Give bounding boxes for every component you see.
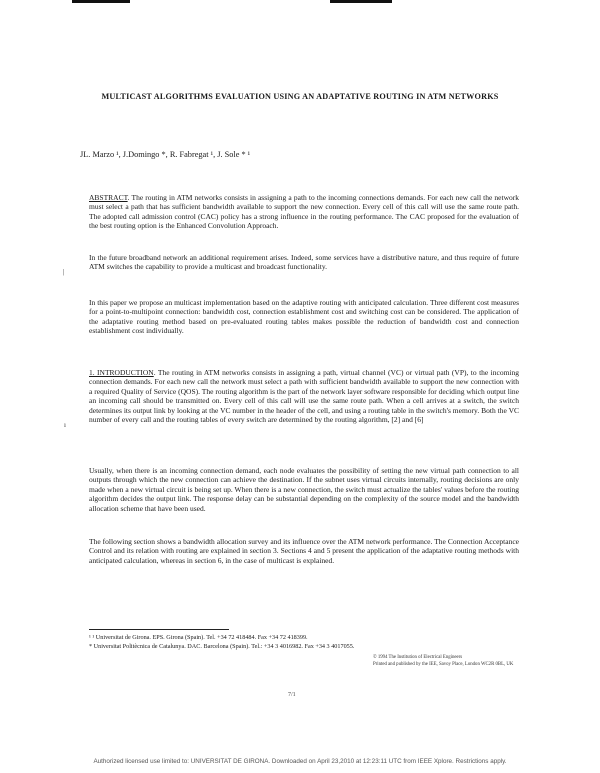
license-footer: Authorized licensed use limited to: UNIVERSITAT DE GIRONA. Downloaded on April 23,2010 at 12:23:11 UTC from IEEE Xplore. Restrictions apply. xyxy=(93,758,507,765)
footnote-rule xyxy=(89,629,229,630)
copyright-line: © 1994 The Institution of Electrical Engineers xyxy=(373,655,463,660)
abstract-text: . The routing in ATM networks consists in assigning a path to the incoming connections demands. For each new call the network must select a path that has sufficient bandwidth available to support the new connection. Every cell of this call will use the same route path. The adopted call admission control (CAC) policy has a strong influence in the routing performance. The CAC proposed for the evaluation of the best routing option is the Enhanced Convolution Approach. xyxy=(89,193,519,231)
introduction-paragraph xyxy=(89,368,519,424)
paragraph-outline: The following section shows a bandwidth allocation survey and its influence over the ATM network performance. The Connection Acceptance Control and its relation with routing are explained in section 3. Sections 4 and 5 present the application of the adaptative routing methods with anticipated calculation, whereas in section 6, in the case of multicast is explained. xyxy=(89,537,519,565)
margin-mark: | xyxy=(63,268,65,276)
abstract-paragraph xyxy=(89,193,519,231)
footnote-upc: * Universitat Politècnica de Catalunya. DAC. Barcelona (Spain). Tel.: +34 3 4016982. Fax +34 3 4017055. xyxy=(89,643,355,650)
paragraph-incoming-demand: Usually, when there is an incoming connection demand, each node evaluates the possibility of setting the new virtual path connection to all outputs through which the new connection can achieve the destination. If the subnet uses virtual circuits internally, routing decisions are only made when a new virtual circuit is being set up. When there is a new connection, the switch must actualize the tables' values before the routing algorithm decides the output link. The response delay can be substantial depending on the complexity of the source model and the bandwidth allocation scheme that have been used. xyxy=(89,466,519,513)
introduction-text: . The routing in ATM networks consists in assigning a path, virtual channel (VC) or virtual path (VP), to the incoming connection demands. For each new call the network must select a path with sufficient bandwidth available to support the new connection with a required Quality of Service (QOS). The routing algorithm is the part of the network layer software responsible for deciding which output line an incoming call should be transmitted on. Every cell of this call will use the same route path. When a cell arrives at a switch, the switch determines its output link by looking at the VC number in the header of the cell, and using a routing table in the switch's memory. Both the VC number of every call and the routing tables of every switch are determined by the routing algorithm, [2] and [6] xyxy=(89,368,519,425)
scan-edge-mark-left xyxy=(72,0,130,3)
scan-edge-mark-right xyxy=(330,0,392,3)
footnote-girona: ¹ ¹ Universitat de Girona. EPS. Girona (Spain). Tel. +34 72 418484. Fax +34 72 418399. xyxy=(89,634,308,641)
margin-mark: ı xyxy=(64,421,66,429)
paragraph-broadband: In the future broadband network an additional requirement arises. Indeed, some services have a distributive nature, and thus require of future ATM switches the capability to provide a multicast and broadcast functionality. xyxy=(89,253,519,272)
publisher-line: Printed and published by the IEE, Savoy Place, London WC2R 0BL, UK xyxy=(373,662,514,667)
paper-title: MULTICAST ALGORITHMS EVALUATION USING AN ADAPTATIVE ROUTING IN ATM NETWORKS xyxy=(101,92,499,101)
abstract-heading: ABSTRACT xyxy=(89,193,128,202)
introduction-heading: 1. INTRODUCTION xyxy=(89,368,154,377)
author-list: JL. Marzo ¹, J.Domingo *, R. Fabregat ¹, J. Sole * ¹ xyxy=(80,150,251,159)
page-number: 7/1 xyxy=(288,692,296,698)
paragraph-proposal: In this paper we propose an multicast implementation based on the adaptive routing with anticipated calculation. Three different cost measures for a point-to-multipoint connection: bandwidth cost, connection establishment cost and switching cost can be considered. The application of the adaptative routing method based on pre-evaluated routing tables makes possible the reduction of bandwidth cost and connection establishment cost individually. xyxy=(89,298,519,336)
